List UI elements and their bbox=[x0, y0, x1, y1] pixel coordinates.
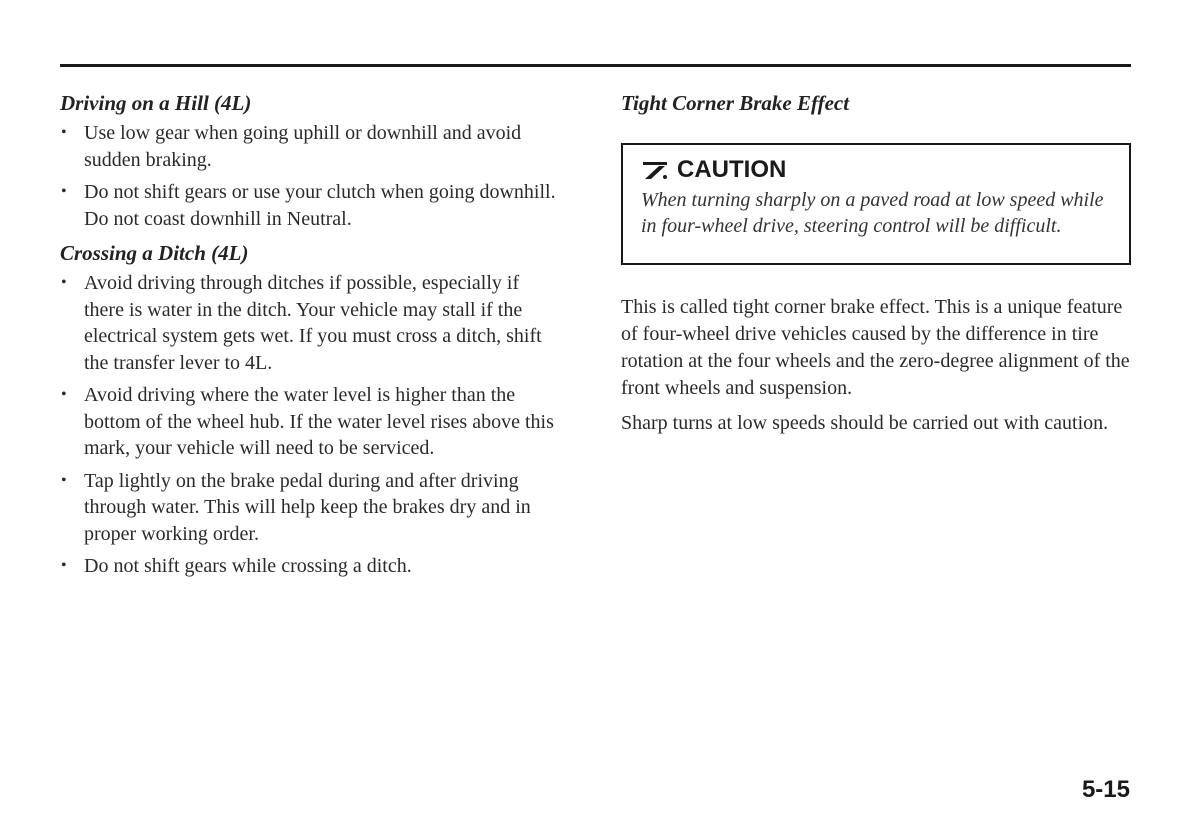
bullet-icon: • bbox=[61, 386, 67, 403]
bullet-list-driving-on-hill bbox=[60, 120, 560, 232]
bullet-icon: • bbox=[61, 124, 67, 141]
left-column bbox=[60, 88, 560, 586]
bullet-icon: • bbox=[61, 557, 67, 574]
list-item bbox=[60, 270, 560, 376]
section-heading-tight-corner: Tight Corner Brake Effect bbox=[621, 91, 850, 115]
caution-box bbox=[621, 143, 1131, 265]
list-item bbox=[60, 468, 560, 548]
list-item-text: Avoid driving through ditches if possible, especially if there is water in the ditch. Your vehicle may stall if the electrical system gets wet. If you must cross a ditch, shift the transfer lever to 4L. bbox=[84, 272, 542, 374]
page-number: 5-15 bbox=[1081, 776, 1130, 803]
list-item bbox=[60, 179, 560, 232]
list-item-text: Use low gear when going uphill or downhill and avoid sudden braking. bbox=[84, 122, 522, 171]
section-heading-crossing-ditch: Crossing a Ditch (4L) bbox=[60, 241, 249, 265]
section-heading-driving-on-hill: Driving on a Hill (4L) bbox=[60, 91, 252, 115]
list-item-text: Avoid driving where the water level is higher than the bottom of the wheel hub. If the water level rises above this mark, your vehicle will need to be serviced. bbox=[84, 384, 554, 459]
list-item bbox=[60, 120, 560, 173]
body-paragraph: This is called tight corner brake effect. This is a unique feature of four-wheel drive vehicles caused by the difference in tire rotation at the four wheels and the zero-degree alignment of the front wheels and suspension. bbox=[621, 296, 1130, 399]
right-column bbox=[621, 88, 1131, 445]
bullet-icon: • bbox=[61, 183, 67, 200]
caution-pencil-icon bbox=[641, 159, 671, 181]
list-item-text: Do not shift gears while crossing a ditch. bbox=[84, 555, 412, 577]
list-item bbox=[60, 553, 560, 580]
caution-text: When turning sharply on a paved road at low speed while in four-wheel drive, steering control will be difficult. bbox=[641, 189, 1104, 237]
body-paragraph: Sharp turns at low speeds should be carried out with caution. bbox=[621, 412, 1109, 434]
bullet-list-crossing-ditch bbox=[60, 270, 560, 580]
top-rule bbox=[60, 64, 1131, 67]
bullet-icon: • bbox=[61, 471, 67, 489]
caution-title-row bbox=[641, 155, 1115, 185]
caution-title: CAUTION bbox=[677, 156, 787, 183]
list-item bbox=[60, 382, 560, 462]
list-item-text: Do not shift gears or use your clutch when going downhill. Do not coast downhill in Neutral. bbox=[84, 181, 556, 230]
list-item-text: Tap lightly on the brake pedal during and after driving through water. This will help keep the brakes dry and in proper working order. bbox=[84, 469, 531, 545]
bullet-icon: • bbox=[61, 274, 67, 291]
